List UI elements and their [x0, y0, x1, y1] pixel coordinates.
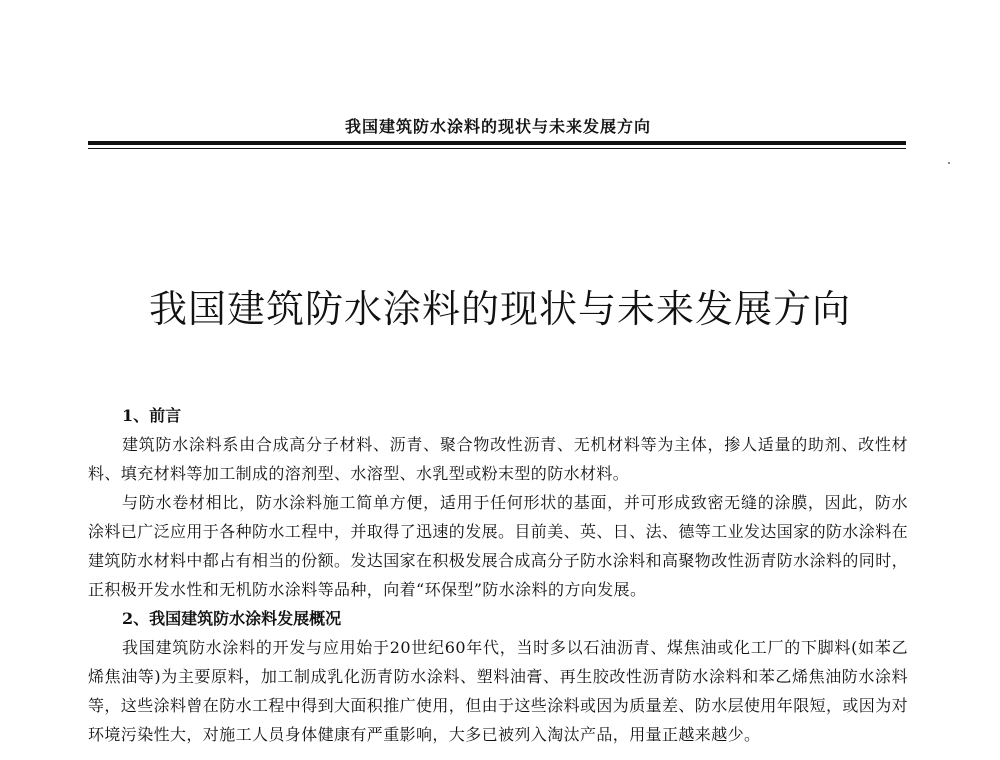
- section-heading-intro: 1、前言: [122, 406, 182, 425]
- header-rule-thin: [88, 148, 906, 149]
- header-rule-thick: [88, 141, 906, 145]
- section-heading-development: 2、我国建筑防水涂料发展概况: [122, 609, 342, 628]
- paragraph-comparison: 与防水卷材相比，防水涂料施工简单方便，适用于任何形状的基面，并可形成致密无缝的涂膜，因此，防水涂料已广泛应用于各种防水工程中，并取得了迅速的发展。目前美、英、日、法、德等工业发达国家的防水涂料在建筑防水材料中都占有相当的份额。发达国家在积极发展合成高分子防水涂料和高聚物改性沥青防水涂料的同时，正积极开发水性和无机防水涂料等品种，向着“环保型”防水涂料的方向发展。: [88, 493, 909, 599]
- running-header-title: 我国建筑防水涂料的现状与未来发展方向: [344, 117, 651, 136]
- article-body: [88, 401, 908, 749]
- scan-speck: [948, 162, 950, 164]
- paragraph-history: 我国建筑防水涂料的开发与应用始于20世纪60年代，当时多以石油沥青、煤焦油或化工厂的下脚料(如苯乙烯焦油等)为主要原料，加工制成乳化沥青防水涂料、塑料油膏、再生胶改性沥青防水涂料和苯乙烯焦油防水涂料等，这些涂料曾在防水工程中得到大面积推广使用，但由于这些涂料或因为质量差、防水层使用年限短，或因为对环境污染性大，对施工人员身体健康有严重影响，大多已被列入淘汰产品，用量正越来越少。: [88, 638, 909, 744]
- paragraph-definition: 建筑防水涂料系由合成高分子材料、沥青、聚合物改性沥青、无机材料等为主体，掺人适量的助剂、改性材料、填充材料等加工制成的溶剂型、水溶型、水乳型或粉末型的防水材料。: [88, 435, 908, 483]
- article-title: 我国建筑防水涂料的现状与未来发展方向: [148, 287, 851, 331]
